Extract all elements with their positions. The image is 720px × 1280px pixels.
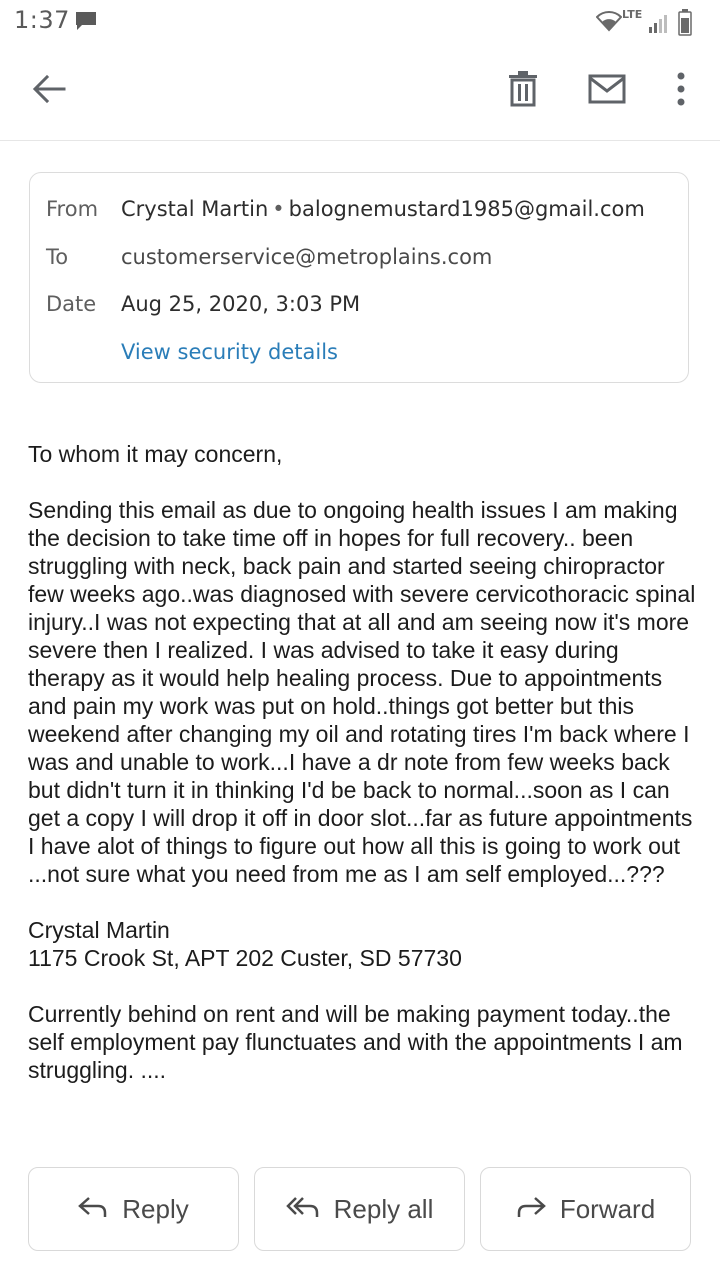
forward-label: Forward <box>559 1193 656 1224</box>
message-notification-icon <box>74 10 98 36</box>
mail-icon <box>588 74 626 108</box>
email-body <box>28 440 700 1084</box>
body-paragraph: Currently behind on rent and will be making payment today..the self employment pay flunctuates and with the appointments I am struggling. .... <box>28 1001 683 1083</box>
forward-button[interactable] <box>480 1167 691 1251</box>
signature-address: 1175 Crook St, APT 202 Custer, SD 57730 <box>28 945 462 971</box>
email-header-card <box>29 172 689 383</box>
reply-icon <box>78 1194 108 1225</box>
battery-icon <box>678 8 692 40</box>
forward-icon <box>516 1194 546 1225</box>
reply-label: Reply <box>122 1193 189 1224</box>
wifi-icon <box>596 10 622 36</box>
from-label: From <box>46 197 99 221</box>
status-time: 1:37 <box>14 6 70 34</box>
sender-name[interactable]: Crystal Martin <box>121 197 269 221</box>
reply-button[interactable] <box>28 1167 239 1251</box>
to-label: To <box>46 245 69 269</box>
separator: • <box>272 197 285 221</box>
more-vert-icon <box>676 72 686 110</box>
to-row <box>46 245 492 269</box>
email-toolbar <box>0 44 720 141</box>
reply-all-label: Reply all <box>333 1193 434 1224</box>
sender-email[interactable]: balognemustard1985@gmail.com <box>288 197 645 221</box>
reply-all-icon <box>286 1194 320 1225</box>
date-label: Date <box>46 292 97 316</box>
date-row <box>46 292 360 316</box>
signal-strength-icon <box>648 12 672 38</box>
delete-button[interactable] <box>498 66 548 116</box>
status-bar <box>0 0 720 44</box>
back-arrow-icon <box>32 74 66 108</box>
back-button[interactable] <box>24 66 74 116</box>
more-options-button[interactable] <box>656 66 706 116</box>
trash-icon <box>508 71 538 111</box>
recipient-email[interactable]: customerservice@metroplains.com <box>121 245 493 269</box>
signature-name: Crystal Martin <box>28 917 170 943</box>
from-row <box>46 197 645 221</box>
date-value: Aug 25, 2020, 3:03 PM <box>121 292 361 316</box>
network-type-label: LTE <box>622 8 643 21</box>
body-paragraph: Sending this email as due to ongoing health issues I am making the decision to take time off in hopes for full recovery.. been struggling with neck, back pain and started seeing chiropractor few weeks ago..was diagnosed with severe cervicothoracic spinal injury..I was not expecting that at all and am seeing now it's more severe then I realized. I was advised to take it easy during therapy as it would help healing process. Due to appointments and pain my work was put on hold..things got better but this weekend after changing my oil and rotating tires I'm back where I was and unable to work...I have a dr note from few weeks back but didn't turn it in thinking I'd be back to normal...soon as I can get a copy I will drop it off in door slot...far as future appointments I have alot of things to figure out how all this is going to work out ...not sure what you need from me as I am self employed...??? <box>28 497 696 887</box>
view-security-details-link[interactable]: View security details <box>121 340 338 364</box>
reply-all-button[interactable] <box>254 1167 465 1251</box>
greeting: To whom it may concern, <box>28 441 283 467</box>
mark-unread-button[interactable] <box>582 66 632 116</box>
